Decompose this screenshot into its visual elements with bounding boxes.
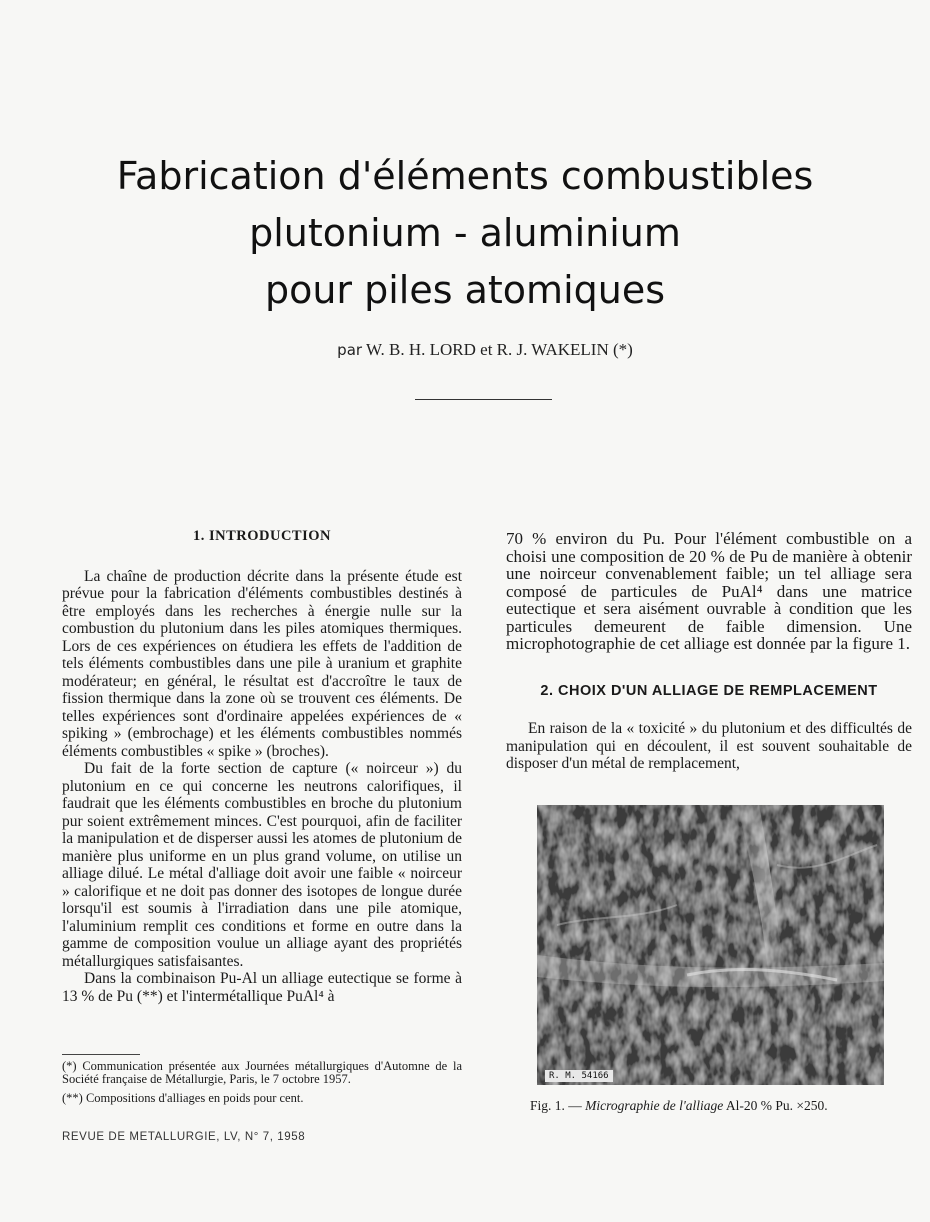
title-line-1: Fabrication d'éléments combustibles [116,154,814,198]
footnotes [62,1060,462,1111]
left-column [62,528,462,1005]
section-1-heading: 1. INTRODUCTION [192,528,331,544]
footnote-1: (*) Communication présentée aux Journées métallurgiques d'Automne de la Société française de Métallurgie, Paris, le 7 octobre 1957. [62,1059,462,1086]
byline-par: par [337,341,363,359]
section-2-paragraph-1: En raison de la « toxicité » du plutonium et des difficultés de manipulation qui en découlent, il est souvent souhaitable de disposer d'un métal de remplacement, [506,720,912,772]
title-divider [415,399,552,400]
footnote-2: (**) Compositions d'alliages en poids pour cent. [62,1091,304,1105]
section-1-paragraph-1: La chaîne de production décrite dans la présente étude est prévue pour la fabrication d'éléments combustibles destinés à être employés dans les recherches à énergie nulle sur la combustion du plutonium dans les piles atomiques thermiques. Lors de ces expériences on étudiera les effets de l'addition de tels éléments combustibles dans une pile à uranium et graphite modérateur; en général, le résultat est d'accroître le taux de fission thermique dans la zone où se trouvent ces éléments. De telles expériences sont d'ordinaire appelées expériences de « spiking » (embrochage) et les éléments combustibles nommés éléments combustibles « spike » (broches). [62,567,462,760]
caption-value: Al-20 % Pu. ×250. [725,1098,828,1113]
byline [0,340,930,360]
article-title [0,148,930,319]
figure-caption [530,1098,910,1114]
journal-reference: REVUE DE METALLURGIE, LV, N° 7, 1958 [62,1131,306,1143]
title-line-3: pour piles atomiques [264,268,666,312]
section-1-paragraph-2: Du fait de la forte section de capture (« noirceur ») du plutonium en ce qui concerne les neutrons calorifiques, il faudrait que les éléments combustibles en broche du plutonium pur soient extrêmement minces. C'est pourquoi, afin de faciliter la manipulation et de disperser aussi les atomes de plutonium de manière plus uniforme en un plus grand volume, on utilise un alliage dilué. Le métal d'alliage doit avoir une faible « noirceur » calorifique et ne doit pas donner des isotopes de longue durée lorsqu'il est soumis à l'irradiation dans une pile atomique, l'aluminium remplit ces conditions et forme en outre dans la gamme de composition voulue un alliage ayant des propriétés métallurgiques satisfaisantes. [62,760,462,970]
section-1-paragraph-3: Dans la combinaison Pu-Al un alliage eutectique se forme à 13 % de Pu (**) et l'intermétallique PuAl⁴ à [62,970,462,1005]
title-line-2: plutonium - aluminium [249,211,681,255]
micrograph-image [537,805,884,1085]
caption-text: Micrographie de l'alliage [585,1098,724,1113]
byline-authors: W. B. H. LORD et R. J. WAKELIN (*) [366,340,633,359]
plate-number: R. M. 54166 [545,1070,613,1082]
micrograph-figure [537,805,884,1085]
section-1-paragraph-3-continued: 70 % environ du Pu. Pour l'élément combustible on a choisi une composition de 20 % de Pu de manière à obtenir une noirceur convenablement faible; un tel alliage sera composé de particules de PuAl⁴ dans une matrice eutectique et sera aisément ouvrable à condition que les particules demeurent de faible dimension. Une microphotographie de cet alliage est donnée par la figure 1. [506,529,912,653]
caption-prefix: Fig. 1. — [530,1098,582,1113]
right-column [506,530,912,773]
footnote-divider [62,1054,140,1055]
section-2-heading: 2. CHOIX D'UN ALLIAGE DE REMPLACEMENT [540,682,878,699]
